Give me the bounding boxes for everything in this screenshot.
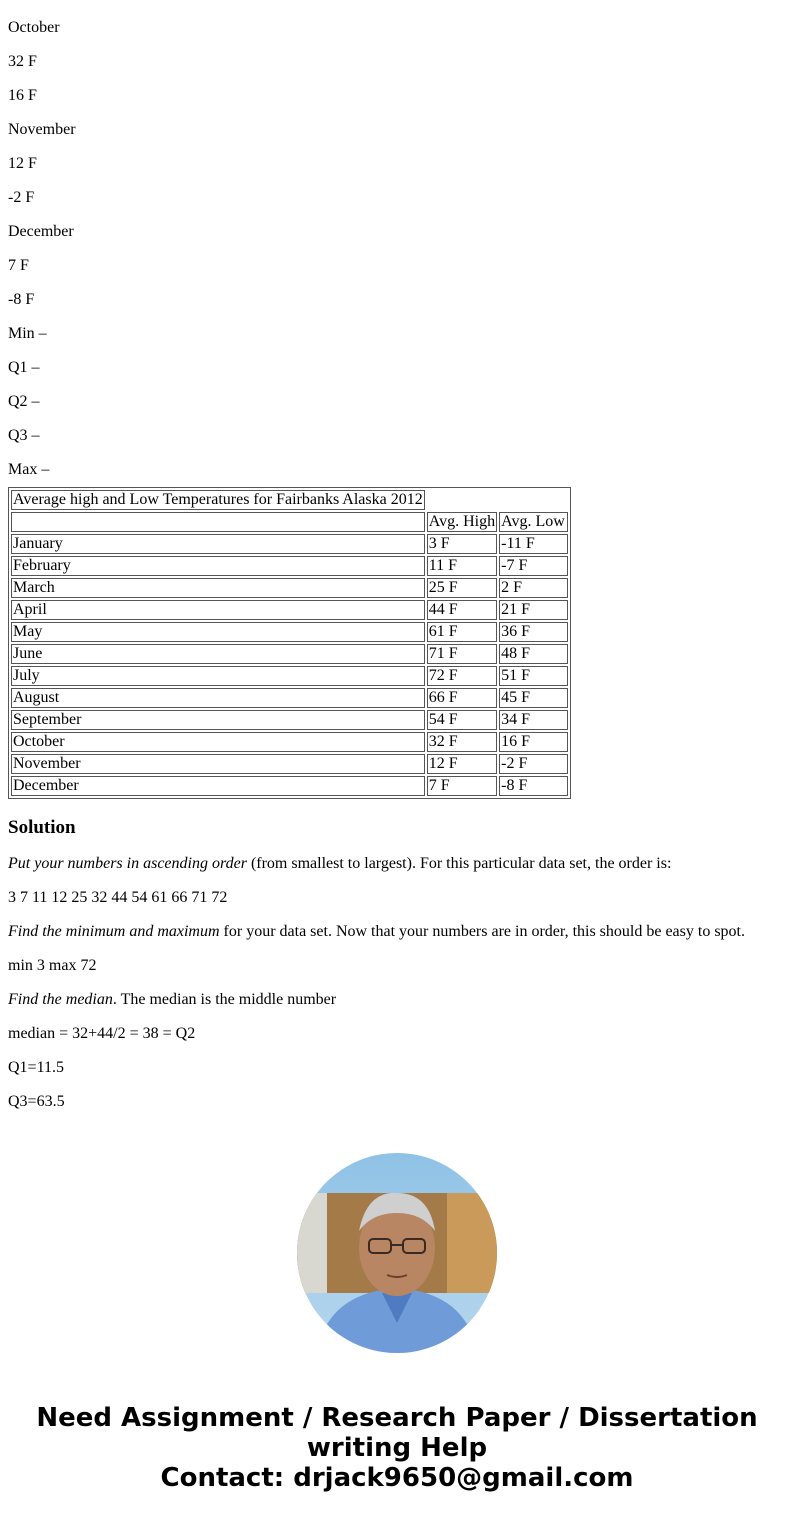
step-ascending-order	[8, 855, 786, 873]
high-cell: 61 F	[427, 622, 497, 642]
high-cell: 72 F	[427, 666, 497, 686]
table-header-row	[11, 512, 568, 532]
footer-line: writing Help	[306, 1433, 488, 1463]
table-row	[11, 556, 568, 576]
step-text: . The median is the middle number	[112, 991, 337, 1008]
low-cell: -11 F	[499, 534, 568, 554]
low-cell: -7 F	[499, 556, 568, 576]
text-line: Min –	[8, 325, 47, 342]
table-row	[11, 754, 568, 774]
low-cell: -8 F	[499, 776, 568, 796]
footer-contact: Contact: drjack9650@gmail.com	[160, 1463, 634, 1493]
q1-value: Q1=11.5	[8, 1059, 64, 1076]
text-line: Max –	[8, 461, 50, 478]
month-cell: January	[11, 534, 425, 554]
month-cell: July	[11, 666, 425, 686]
table-row	[11, 534, 568, 554]
text-line: -2 F	[8, 189, 35, 206]
high-cell: 7 F	[427, 776, 497, 796]
contact-footer	[0, 1403, 794, 1493]
table-row	[11, 600, 568, 620]
text-line: October	[8, 19, 60, 36]
text-line: November	[8, 121, 76, 138]
month-cell: October	[11, 732, 425, 752]
month-cell: February	[11, 556, 425, 576]
month-cell: March	[11, 578, 425, 598]
ordered-values: 3 7 11 12 25 32 44 54 61 66 71 72	[8, 889, 228, 906]
median-value: median = 32+44/2 = 38 = Q2	[8, 1025, 196, 1042]
text-line: 16 F	[8, 87, 37, 104]
footer-line: Need Assignment / Research Paper / Dissertation	[36, 1403, 758, 1433]
table-row	[11, 644, 568, 664]
high-cell: 3 F	[427, 534, 497, 554]
q3-value: Q3=63.5	[8, 1093, 65, 1110]
month-cell: June	[11, 644, 425, 664]
low-cell: 21 F	[499, 600, 568, 620]
table-row	[11, 622, 568, 642]
table-row	[11, 776, 568, 796]
month-cell: September	[11, 710, 425, 730]
header-avg-high: Avg. High	[428, 513, 496, 530]
low-cell: 36 F	[499, 622, 568, 642]
high-cell: 54 F	[427, 710, 497, 730]
text-line: Q2 –	[8, 393, 40, 410]
low-cell: 48 F	[499, 644, 568, 664]
table-caption: Average high and Low Temperatures for Fairbanks Alaska 2012	[13, 491, 423, 508]
high-cell: 11 F	[427, 556, 497, 576]
header-avg-low: Avg. Low	[499, 512, 568, 532]
low-cell: -2 F	[499, 754, 568, 774]
min-max-values: min 3 max 72	[8, 957, 97, 974]
step-emphasis: Find the median	[8, 991, 113, 1008]
low-cell: 51 F	[499, 666, 568, 686]
high-cell: 71 F	[427, 644, 497, 664]
solution-heading: Solution	[8, 817, 76, 838]
text-line: 7 F	[8, 257, 29, 274]
avatar	[297, 1153, 497, 1353]
step-text: (from smallest to largest). For this particular data set, the order is:	[246, 855, 672, 872]
high-cell: 44 F	[427, 600, 497, 620]
text-line: 12 F	[8, 155, 37, 172]
avatar-photo	[297, 1153, 497, 1353]
step-median	[8, 991, 786, 1009]
month-cell: August	[11, 688, 425, 708]
table-row	[11, 578, 568, 598]
month-cell: December	[11, 776, 425, 796]
low-cell: 45 F	[499, 688, 568, 708]
step-emphasis: Put your numbers in ascending order	[8, 855, 247, 872]
high-cell: 25 F	[427, 578, 497, 598]
step-text: for your data set. Now that your numbers are in order, this should be easy to spot.	[219, 923, 745, 940]
high-cell: 12 F	[427, 754, 497, 774]
high-cell: 32 F	[427, 732, 497, 752]
step-emphasis: Find the minimum and maximum	[8, 923, 220, 940]
low-cell: 2 F	[499, 578, 568, 598]
temperature-table	[8, 487, 571, 799]
table-row	[11, 710, 568, 730]
low-cell: 34 F	[499, 710, 568, 730]
text-line: December	[8, 223, 74, 240]
month-cell: April	[11, 600, 425, 620]
header-blank-cell	[11, 512, 425, 532]
high-cell: 66 F	[427, 688, 497, 708]
text-line: 32 F	[8, 53, 37, 70]
step-min-max	[8, 923, 786, 941]
table-caption-row	[11, 490, 568, 510]
low-cell: 16 F	[499, 732, 568, 752]
month-cell: November	[11, 754, 425, 774]
text-line: Q3 –	[8, 427, 40, 444]
text-line: Q1 –	[8, 359, 40, 376]
table-row	[11, 732, 568, 752]
pre-table-lines	[8, 19, 786, 479]
table-row	[11, 666, 568, 686]
month-cell: May	[11, 622, 425, 642]
text-line: -8 F	[8, 291, 35, 308]
table-row	[11, 688, 568, 708]
